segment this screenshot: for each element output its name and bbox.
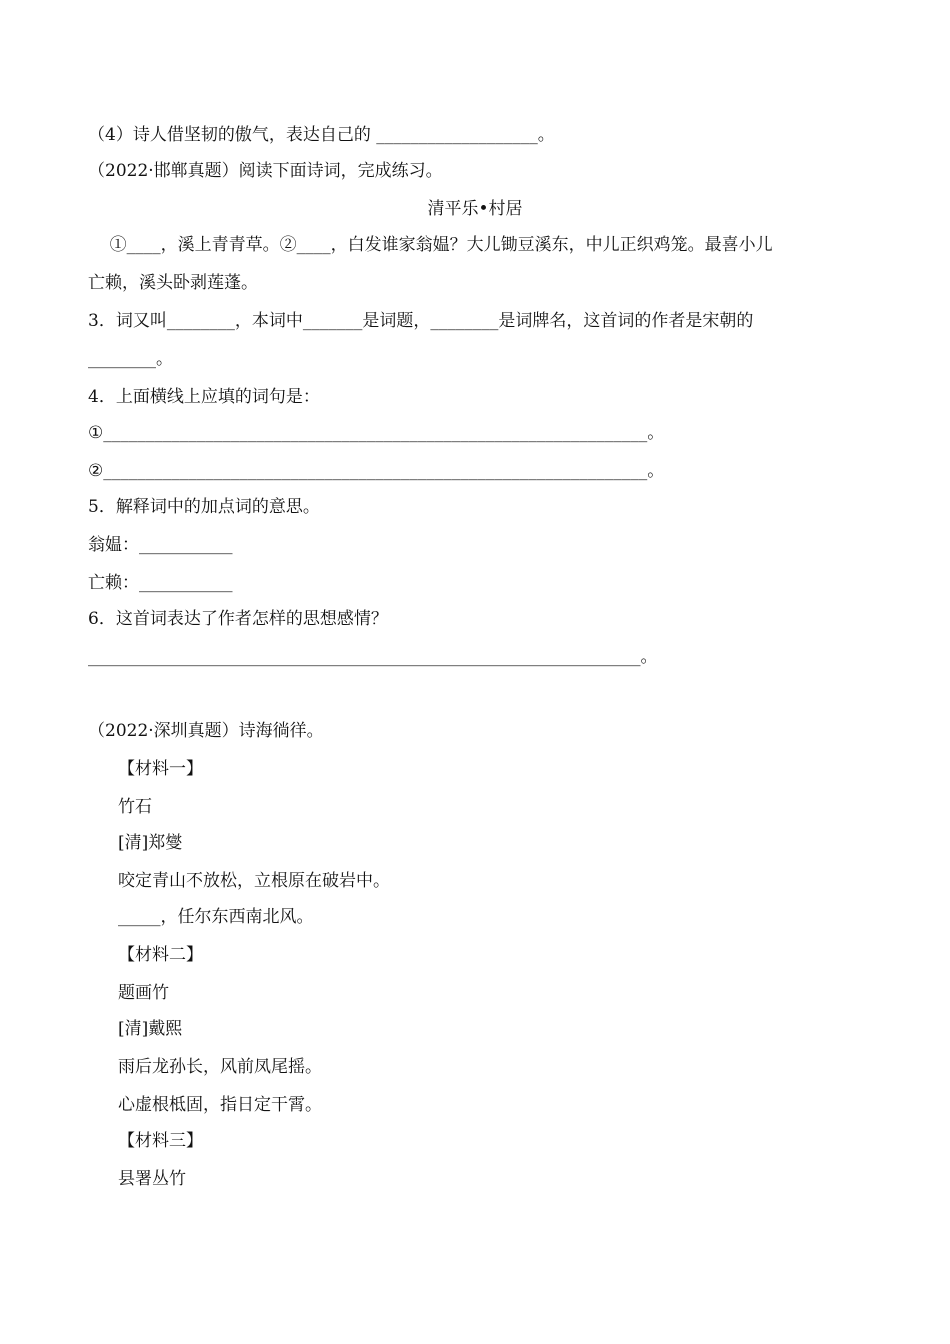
material-2-author: [清]戴熙 [118,1019,183,1039]
question-3-line-1: 3．词又叫________，本词中_______是词题，________是词牌名，这首词的作者是宋朝的 [88,311,754,331]
question-5-prompt: 5．解释词中的加点词的意思。 [88,497,320,517]
material-2-line-1: 雨后龙孙长，风前凤尾摇。 [118,1057,322,1077]
question-5-item-2: 亡赖：___________ [88,573,233,593]
material-2-title: 题画竹 [118,983,169,1003]
question-3-line-2: ________。 [88,349,173,369]
question-4-prompt: 4．上面横线上应填的词句是： [88,387,320,407]
question-4-blank-1: ①________________________________________________________________。 [88,423,665,443]
section-heading-handan: （2022·邯郸真题）阅读下面诗词，完成练习。 [88,161,443,181]
material-2-line-2: 心虚根柢固，指日定干霄。 [118,1095,322,1115]
question-5-item-1: 翁媪：___________ [88,535,233,555]
question-6-prompt: 6．这首词表达了作者怎样的思想感情？ [88,609,388,629]
question-6-answer-line: _________________________________________________________________。 [88,647,658,667]
material-1-label: 【材料一】 [118,759,203,779]
material-1-line-1: 咬定青山不放松，立根原在破岩中。 [118,871,390,891]
question-4-blank-2: ②________________________________________________________________。 [88,461,665,481]
material-1-line-2: _____，任尔东西南北风。 [118,907,314,927]
material-3-label: 【材料三】 [118,1131,203,1151]
question-4-line: （4）诗人借坚韧的傲气，表达自己的 ___________________。 [88,125,555,145]
poem-title: 清平乐•村居 [427,199,523,219]
material-3-title: 县署丛竹 [118,1169,186,1189]
material-1-author: [清]郑燮 [118,833,183,853]
section-heading-shenzhen: （2022·深圳真题）诗海徜徉。 [88,721,324,741]
material-1-title: 竹石 [118,797,152,817]
material-2-label: 【材料二】 [118,945,203,965]
poem-line-1: ①____，溪上青青草。②____，白发谁家翁媪？大儿锄豆溪东，中儿正织鸡笼。最喜小儿 [88,235,773,255]
poem-line-2: 亡赖，溪头卧剥莲蓬。 [88,273,258,293]
